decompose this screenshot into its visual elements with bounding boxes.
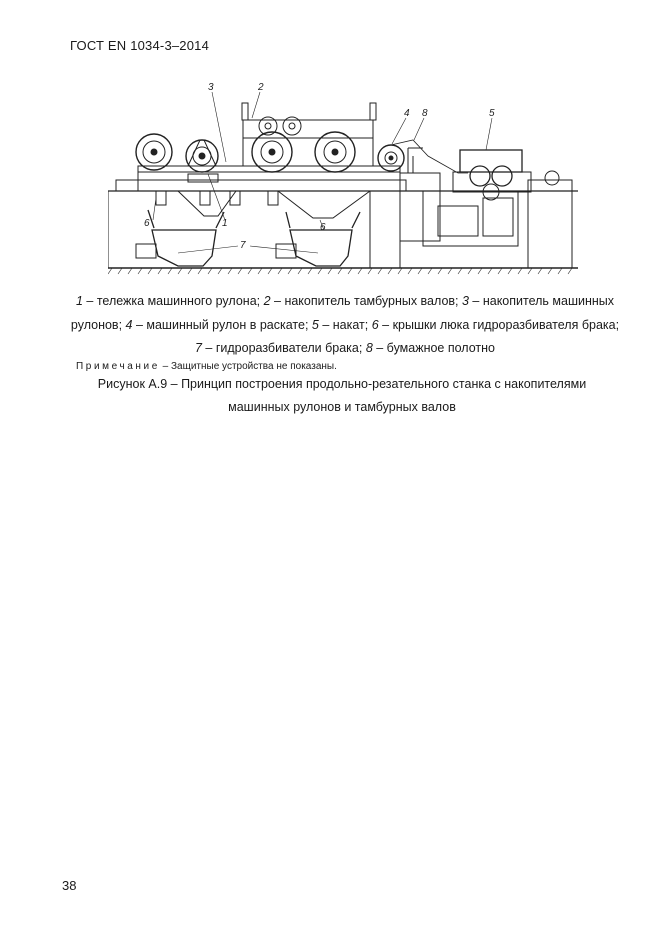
legend-num-4: 4 [125,317,133,332]
page-number: 38 [62,878,77,893]
callout-6-left: 6 [144,218,150,229]
callout-5: 5 [489,108,495,119]
legend-text-8: – бумажное полотно [372,341,495,355]
legend-text-1: – тележка машинного рулона; [82,294,264,308]
callout-8: 8 [422,108,428,119]
note-text: – Защитные устройства не показаны. [159,361,337,372]
legend-text-4: – машинный рулон в раскате; [132,317,312,332]
figure-caption: Рисунок А.9 – Принцип построения продольно-резательного станка с накопителями машинных рулонов и тамбурных валов [97,377,587,414]
callout-7: 7 [240,240,246,251]
legend-text-6: – крышки люка гидроразбивателя брака; [378,317,620,332]
legend-num-8: 8 [365,341,373,355]
callout-4: 4 [404,108,410,119]
callout-2: 2 [258,82,264,93]
slitter-machine-diagram [108,78,578,283]
note-label: Примечание [76,361,160,372]
legend-text-3: – накопитель машинных рулонов; [70,294,614,332]
legend-num-3: 3 [461,294,469,308]
legend-num-5: 5 [311,317,319,332]
figure-legend [70,290,620,361]
callout-6-right: 6 [320,222,326,233]
legend-num-6: 6 [371,317,379,332]
callout-3: 3 [208,82,214,93]
legend-num-7: 7 [194,341,202,355]
legend-text-5: – накат; [318,317,372,332]
legend-num-1: 1 [75,294,83,308]
document-header: ГОСТ EN 1034-3–2014 [70,38,210,53]
legend-num-2: 2 [263,294,271,308]
figure-note [76,361,337,372]
legend-text-2: – накопитель тамбурных валов; [270,294,462,308]
callout-1: 1 [222,218,228,229]
legend-text-7: – гидроразбиватели брака; [201,341,366,355]
